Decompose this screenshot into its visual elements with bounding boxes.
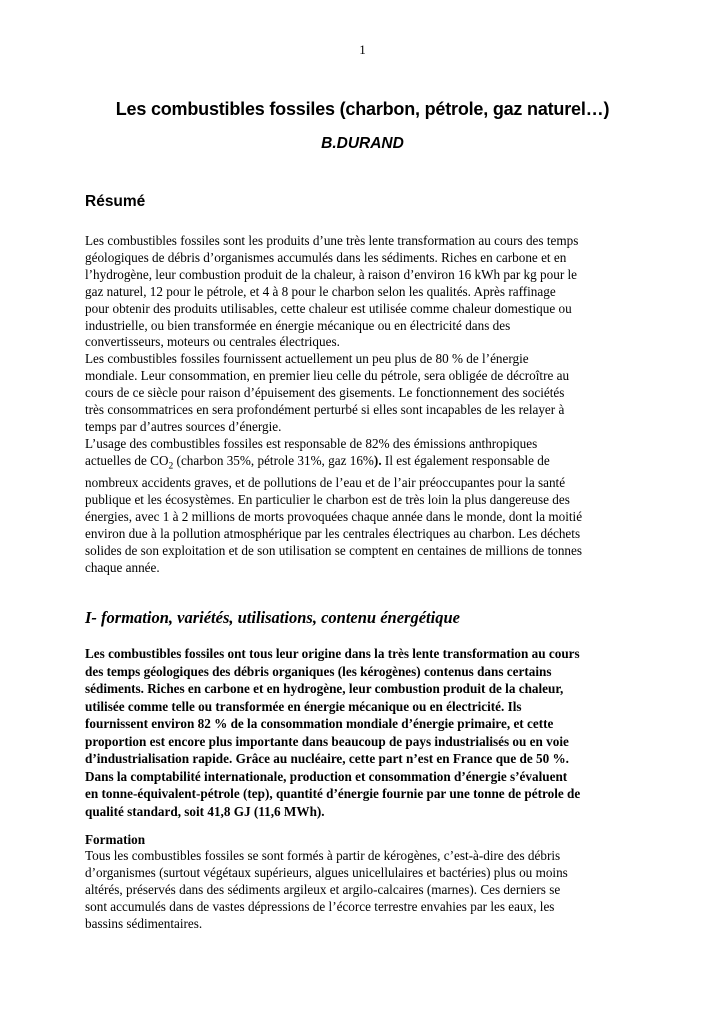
text-line: L’usage des combustibles fossiles est responsable de 82% des émissions anthropiques (85, 435, 538, 451)
text-line: utilisée comme telle ou transformée en énergie mécanique ou en électricité. Ils (85, 698, 522, 714)
text-line: nombreux accidents graves, et de pollutions de l’eau et de l’air préoccupantes pour la santé (85, 475, 566, 491)
text-line: fournissent environ 82 % de la consommation mondiale d’énergie primaire, et cette (85, 716, 554, 731)
text-line: très consommatrices en sera profondément perturbé si elles sont incapables de les relayer à (85, 402, 565, 418)
text-line: proportion est encore plus importante dans beaucoup de pays industrialisés ou en voie (85, 733, 569, 749)
text-line: en tonne-équivalent-pétrole (tep), quantité d’énergie fournie par une tonne de pétrole de (85, 786, 581, 801)
text-line: Dans la comptabilité internationale, production et consommation d’énergie s’évaluent (85, 768, 568, 784)
text-line: sont accumulés dans de vastes dépressions de l’écorce terrestre envahies par les eaux, les (85, 898, 555, 914)
resume-paragraph (85, 233, 582, 577)
text-line: pour obtenir des produits utilisables, cette chaleur est utilisée comme chaleur domestique ou (85, 300, 572, 316)
text-line: Les combustibles fossiles ont tous leur origine dans la très lente transformation au cours (85, 646, 580, 661)
text-line: d’industrialisation rapide. Grâce au nucléaire, cette part n’est en France que de 50 %. (85, 751, 569, 766)
text-line: mondiale. Leur consommation, en premier lieu celle du pétrole, sera obligée de décroître au (85, 368, 570, 384)
text-line: Les combustibles fossiles fournissent actuellement un peu plus de 80 % de l’énergie (85, 351, 529, 367)
text-line: sédiments. Riches en carbone et en hydrogène, leur combustion produit de la chaleur, (85, 681, 564, 696)
formation-paragraph (85, 848, 568, 933)
section1-heading: I- formation, variétés, utilisations, contenu énergétique (85, 608, 460, 627)
text-line: industrielle, ou bien transformée en énergie mécanique ou en électricité dans des (85, 317, 511, 333)
text-line: l’hydrogène, leur combustion produit de la chaleur, à raison d’environ 16 kWh par kg pour le (85, 266, 578, 282)
text-line: énergies, avec 1 à 2 millions de morts provoquées chaque année dans le monde, dont la moitié (85, 509, 583, 525)
text-line: Les combustibles fossiles sont les produits d’une très lente transformation au cours des temps (85, 233, 579, 248)
text-line: publique et les écosystèmes. En particulier le charbon est de très loin la plus dangereuse des (85, 492, 570, 508)
text-line: actuelles de $CO_2$ (charbon 35%, pétrole 31%, gaz 16%). Il est également responsable de (85, 452, 550, 472)
text-line: cours de ce siècle pour raison d’épuisement des gisements. Le fonctionnement des sociétés (85, 385, 565, 401)
text-line: gaz naturel, 12 pour le pétrole, et 4 à 8 pour le charbon selon les qualités. Après raffinage (85, 283, 556, 299)
text-line: Tous les combustibles fossiles se sont formés à partir de kérogènes, c’est-à-dire des débris (85, 848, 561, 863)
text-line: solides de son exploitation et de son utilisation se comptent en centaines de millions de tonnes (85, 542, 583, 558)
text-line: altérés, préservés dans des sédiments argileux et argilo-calcaires (marnes). Ces derniers se (85, 881, 561, 897)
formation-section (85, 831, 568, 933)
text-line: géologiques de débris d’organismes accumulés dans les sédiments. Riches en carbone et en (85, 249, 567, 265)
text-line: environ due à la pollution atmosphérique par les centrales électriques au charbon. Les déchets (85, 526, 581, 542)
page-number: 1 (359, 42, 366, 57)
document-author: B.DURAND (321, 135, 404, 152)
text-line: des temps géologiques des débris organiques (les kérogènes) contenus dans certains (85, 663, 552, 679)
text-line: convertisseurs, moteurs ou centrales électriques. (85, 334, 340, 350)
text-line: bassins sédimentaires. (85, 915, 203, 931)
document-title: Les combustibles fossiles (charbon, pétrole, gaz naturel…) (115, 99, 610, 119)
text-line: d’organismes (surtout végétaux supérieurs, algues unicellulaires et bactéries) plus ou moins (85, 864, 568, 880)
text-line: temps par d’autres sources d’énergie. (85, 418, 282, 434)
resume-heading: Résumé (85, 193, 146, 210)
text-line: qualité standard, soit 41,8 GJ (11,6 MWh). (85, 803, 325, 819)
text-line: chaque année. (85, 559, 160, 575)
formation-heading: Formation (85, 832, 146, 847)
section1-intro-paragraph (85, 645, 580, 820)
